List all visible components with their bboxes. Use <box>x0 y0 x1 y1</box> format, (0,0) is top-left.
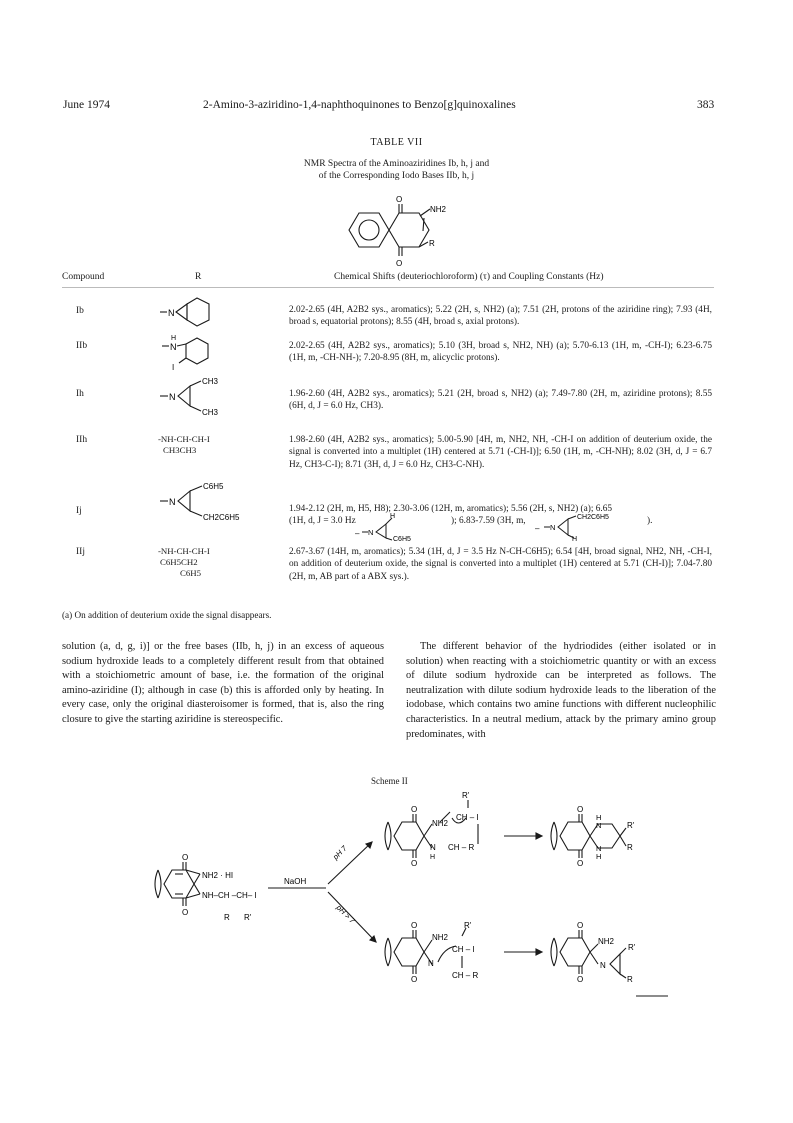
shift-fragment: (1H, d, J = 3.0 Hz <box>289 516 356 527</box>
compound-id: Ib <box>76 306 84 316</box>
n-label: N <box>430 843 436 852</box>
n-label: N <box>596 821 602 830</box>
nh2-label: NH2 <box>432 933 449 942</box>
ch2c6h5-label: CH2C6H5 <box>577 514 609 521</box>
n-label: N <box>550 523 556 532</box>
compound-id: Ij <box>76 506 82 516</box>
nh2-label: NH2 <box>598 937 615 946</box>
n-label: N <box>169 497 176 507</box>
n-label: N <box>170 342 177 352</box>
shift-fragment: ). <box>647 516 653 527</box>
o-label: O <box>577 921 584 930</box>
shift-line: 1.94-2.12 (2H, m, H5, H8); 2.30-3.06 (12H, m, aromatics); 5.56 (2H, s, NH2) (a); 6.65 <box>289 504 613 514</box>
i-label: I <box>172 363 175 372</box>
col-shifts-header: Chemical Shifts (deuteriochloroform) (τ) and Coupling Constants (Hz) <box>334 272 604 282</box>
nh2-label: NH2 <box>430 205 447 214</box>
r-chain-text <box>158 546 210 579</box>
compound-id: IIb <box>76 341 88 351</box>
h-label: H <box>596 852 602 861</box>
o-label: O <box>411 805 418 814</box>
table-footnote: (a) On addition of deuterium oxide the signal disappears. <box>62 610 272 620</box>
shift-fragment: ); 6.83-7.59 (3H, m, <box>451 516 526 527</box>
c6h5-label: C6H5 <box>393 536 411 542</box>
page-number: 383 <box>697 99 715 111</box>
o-label: O <box>577 975 584 984</box>
nh2-label: NH2 <box>432 819 449 828</box>
n-label: N <box>428 959 434 968</box>
ch3-label: CH3 <box>202 408 219 417</box>
shift-text: 2.02-2.65 (4H, A2B2 sys., aromatics); 5.22 (2H, s, NH2) (a); 7.51 (2H, protons of the aziridine ring); 7.93 (4H, broad s, equatorial protons); 8.55 (4H, broad s, axial protons). <box>289 305 712 328</box>
n-label: N <box>596 844 602 853</box>
c6h5-label: C6H5 <box>203 482 224 491</box>
body-left-column: solution (a, d, g, i)] or the free bases (IIb, h, j) in an excess of aqueous sodium hydroxide leads to a completely different result from that obtained with a stoichiometric amount of base, i.e. the formation of the original amino-aziridine (I); although in case (b) this is afforded only by heating. In every case, only the original diasteroisomer is formed, that is, also the ring closure to give the starting aziridine is stereospecific. <box>62 641 384 725</box>
inline-aziridine-benzyl-structure <box>532 510 642 542</box>
n-label: N <box>168 308 175 318</box>
n-label: N <box>600 961 606 970</box>
r-label: R <box>627 843 633 852</box>
o-label: O <box>411 859 418 868</box>
naphthoquinone-structure <box>335 192 465 268</box>
oxo-bottom-label: O <box>396 259 403 268</box>
o-label: O <box>182 853 189 862</box>
r-structure-dimethylaziridine <box>158 374 248 418</box>
inline-aziridine-h-structure <box>352 510 416 542</box>
r-chain-line: -NH-CH-CH-I <box>158 546 210 556</box>
r-structure-phenylbenzylaziridine <box>158 478 268 524</box>
h-label: H <box>430 854 436 861</box>
h-label: H <box>171 335 177 342</box>
reagent-label: NaOH <box>284 877 307 886</box>
scheme-ii-diagram <box>140 788 700 1003</box>
r-structure-cyclohexylaziridine <box>158 295 238 329</box>
o-label: O <box>182 908 189 917</box>
o-label: O <box>411 975 418 984</box>
n-label: N <box>169 392 176 402</box>
oxo-top-label: O <box>396 195 403 204</box>
rprime-label: R' <box>462 791 470 800</box>
table-title: TABLE VII <box>370 137 423 148</box>
running-title: 2-Amino-3-aziridino-1,4-naphthoquinones to Benzo[g]quinoxalines <box>203 99 516 111</box>
ch-r-label: CH – R <box>452 971 479 980</box>
table-caption <box>0 158 793 182</box>
rprime-label: R' <box>628 943 636 952</box>
table-caption-line1: NMR Spectra of the Aminoaziridines Ib, h, j and <box>303 159 490 169</box>
shift-text: 2.02-2.65 (4H, A2B2 sys., aromatics); 5.10 (3H, broad s, NH2, NH) (a); 5.70-6.13 (1H, m, -CH-I); 6.23-6.75 (1H, m, -CH-NH-); 7.20-8.95 (8H, m, alicyclic protons). <box>289 341 712 364</box>
col-r-header: R <box>195 272 202 282</box>
svg-text:–: – <box>535 524 540 533</box>
rprime-label: R' <box>627 821 635 830</box>
rprime-label: R' <box>464 921 472 930</box>
r-chain-line: C6H5CH2 <box>160 557 198 567</box>
chain-label: NH–CH –CH– I <box>202 891 257 900</box>
ph-basic-label: pH > 7 <box>334 903 357 926</box>
r-label: R <box>627 975 633 984</box>
ch3-label: CH3 <box>202 377 219 386</box>
o-label: O <box>577 805 584 814</box>
r-structure-iodocyclohexylamino <box>160 333 240 373</box>
ch-i-label: CH – I <box>456 813 479 822</box>
o-label: O <box>577 859 584 868</box>
h-label: H <box>390 513 396 520</box>
table-caption-line2: of the Corresponding Iodo Bases IIb, h, j <box>318 171 475 181</box>
col-compound-header: Compound <box>62 272 105 282</box>
r-chain-line: C6H5 <box>180 568 202 578</box>
table-rule <box>62 287 714 288</box>
r-chain-line: CH3CH3 <box>163 445 197 455</box>
scheme-title: Scheme II <box>371 776 408 786</box>
r-chain-text <box>158 434 210 456</box>
o-label: O <box>411 921 418 930</box>
running-date: June 1974 <box>63 99 110 111</box>
nh2-hi-label: NH2 · HI <box>202 871 234 880</box>
ch-r-label: CH – R <box>448 843 475 852</box>
n-label: N <box>368 528 374 537</box>
compound-id: Ih <box>76 389 84 399</box>
shift-text: 1.98-2.60 (4H, A2B2 sys., aromatics); 5.00-5.90 [4H, m, NH2, NH, -CH-I on addition of deuterium oxide, the signal is converted into a multiplet (1H) centered at 5.71 (-CH-I)]; 6.50 (1H, m, -CH-NH); 8.02 (3H, d, J = 6.7 Hz, CH3-C-I); 8.71 (3H, d, J = 6.0 Hz, CH3-C-NH). <box>289 435 712 470</box>
h-label: H <box>596 813 602 822</box>
r-chain-line: -NH-CH-CH-I <box>158 434 210 444</box>
ch2c6h5-label: CH2C6H5 <box>203 513 240 522</box>
shift-text: 1.96-2.60 (4H, A2B2 sys., aromatics); 5.21 (2H, broad s, NH2) (a); 7.49-7.80 (2H, m, aziridine protons); 8.55 (6H, d, J = 6.0 Hz, CH3). <box>289 389 712 412</box>
svg-text:–: – <box>355 529 360 538</box>
h-label: H <box>572 536 578 542</box>
r-label: R <box>429 239 435 248</box>
rprime-label: R' <box>244 913 252 922</box>
ch-i-label: CH – I <box>452 945 475 954</box>
compound-id: IIj <box>76 547 85 557</box>
r-label: R <box>224 913 230 922</box>
compound-id: IIh <box>76 435 88 445</box>
ph-neutral-label: pH 7 <box>331 843 349 862</box>
shift-text: 2.67-3.67 (14H, m, aromatics); 5.34 (1H, d, J = 3.5 Hz N-CH-C6H5); 6.54 [4H, broad signal, NH2, NH, -CH-I, on addition of deuterium oxide, the signal is converted into a multiplet (1H) centered at 5.71 (CH-I)]; 7.04-7.80 (2H, m, AB part of a ABX sys.). <box>289 547 712 582</box>
body-right-column: The different behavior of the hydriodides (either isolated or in solution) when reacting with a stoichiometric quantity or with an excess of dilute sodium hydroxide can be interpreted as follows. The neutralization with dilute sodium hydroxide leads to the liberation of the iodobase, which contains two amine functions with different nucleophilic characteristics. In a neutral medium, attack by the primary amino group predominates, with <box>406 641 716 740</box>
